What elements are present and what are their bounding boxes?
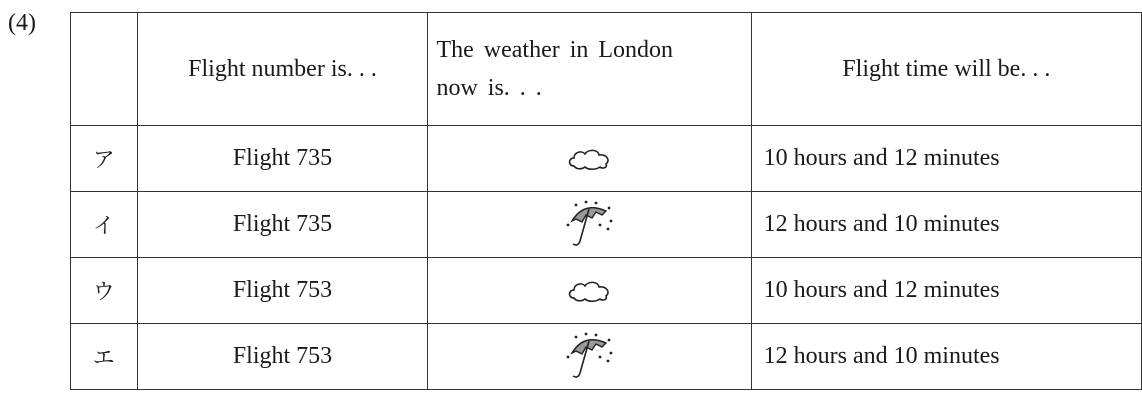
weather-cell [428,258,751,324]
header-weather-line1: The weather in London [436,37,674,63]
umbrella-rain-icon [562,331,618,383]
flight-number-cell: Flight 753 [137,324,428,390]
choice-label: ウ [71,258,138,324]
header-weather-line2: now is. . . [436,75,542,101]
header-empty-cell [71,13,138,126]
cloud-icon [566,278,614,304]
flight-time-cell: 12 hours and 10 minutes [751,324,1141,390]
flight-time-cell: 12 hours and 10 minutes [751,192,1141,258]
table-row [71,126,1142,192]
choice-label: ア [71,126,138,192]
answer-choices-table [70,12,1142,390]
header-weather [428,13,751,126]
weather-cell [428,192,751,258]
table-header-row [71,13,1142,126]
choice-label: エ [71,324,138,390]
table-row [71,324,1142,390]
table-row [71,258,1142,324]
weather-cell [428,126,751,192]
flight-number-cell: Flight 735 [137,192,428,258]
umbrella-rain-icon [562,199,618,251]
table-row [71,192,1142,258]
flight-time-cell: 10 hours and 12 minutes [751,258,1141,324]
flight-time-cell: 10 hours and 12 minutes [751,126,1141,192]
header-flight-time: Flight time will be. . . [751,13,1141,126]
question-number: (4) [8,10,36,36]
cloud-icon [566,146,614,172]
header-flight-number: Flight number is. . . [137,13,428,126]
flight-number-cell: Flight 753 [137,258,428,324]
choice-label: イ [71,192,138,258]
flight-number-cell: Flight 735 [137,126,428,192]
weather-cell [428,324,751,390]
